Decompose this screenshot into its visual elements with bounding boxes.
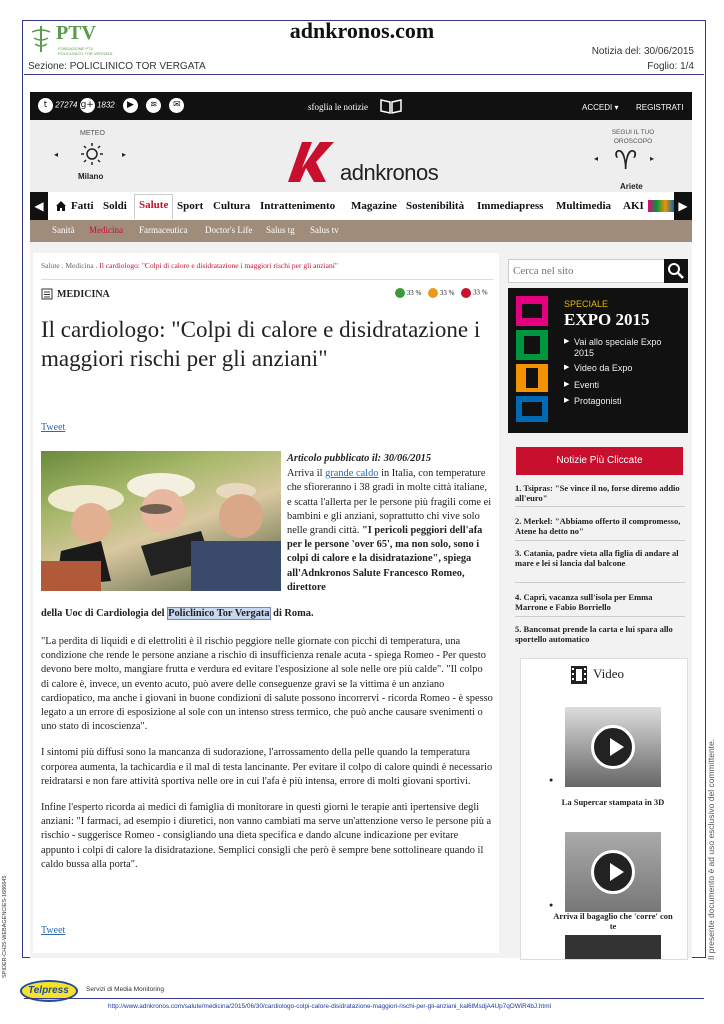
nav-item-immediapress[interactable]: Immediapress <box>477 200 544 212</box>
aries-icon: ♈ <box>614 146 638 176</box>
lead-continuation <box>41 607 491 621</box>
meteo-next-icon[interactable]: ▸ <box>122 150 127 159</box>
oroscopo-prev-icon[interactable]: ◂ <box>594 154 599 163</box>
expo-bullet-icon: ▶ <box>564 396 570 404</box>
telpress-logo-text: Telpress <box>28 985 69 996</box>
oroscopo-next-icon[interactable]: ▸ <box>650 154 655 163</box>
expo-item-protagonisti[interactable]: Protagonisti <box>574 396 622 406</box>
meteo-label: METEO <box>80 130 105 137</box>
lead-bold: "I pericoli peggiori dell'afa per le persone 'over 65', ma non solo, sono i colpi di calore e la disidratazione", spiega all'Adnkronos Salute Francesco Romeo, direttore <box>287 525 483 593</box>
expo-bullet-icon: ▶ <box>564 380 570 388</box>
nav-item-sostenibilita[interactable]: Sostenibilità <box>406 200 465 212</box>
news-divider <box>515 506 685 507</box>
article-category: MEDICINA <box>57 289 110 300</box>
video-thumbnail-bagaglio[interactable] <box>565 832 661 912</box>
clipping-code-vertical: SPIDER-CH25-WEBAGENCIES-1686645 <box>2 875 8 978</box>
video-caption-bagaglio[interactable]: Arriva il bagaglio che 'corre' con te <box>553 911 673 931</box>
video-caption-supercar[interactable]: La Supercar stampata in 3D <box>561 797 665 807</box>
news-item[interactable]: 4. Capri, vacanza sull'isola per Emma Marrone e Fabio Borriello <box>515 592 653 612</box>
mood-rating <box>395 288 488 298</box>
site-topbar <box>30 92 692 120</box>
happy-face-icon[interactable] <box>395 288 405 298</box>
document-icon <box>41 288 53 300</box>
notizie-piu-cliccate-header: Notizie Più Cliccate <box>516 447 683 475</box>
notizia-date: Notizia del: 30/06/2015 <box>591 46 694 57</box>
video-thumbnail-supercar[interactable] <box>565 707 661 787</box>
nav-item-cultura[interactable]: Cultura <box>213 200 251 212</box>
video-panel <box>520 658 688 960</box>
clipping-site-title: adnkronos.com <box>289 18 435 43</box>
article-paragraph-2: I sintomi più diffusi sono la mancanza di sudorazione, l'arrossamento della pelle quando la temperatura corporea aumenta, la tachicardia e il mal di testa lancinante. Per evitare il colpo di calore quindi è necessario reidratarsi e non fare attività sportiva nelle ore in cui l'afa è più intensa, errore di molti giovani sportivi. <box>41 747 493 787</box>
search-input[interactable] <box>513 263 663 279</box>
play-icon[interactable] <box>591 725 635 769</box>
video-bullet-icon: ● <box>549 776 554 784</box>
news-item[interactable]: 5. Bancomat prende la carta e lui spara allo sportello automatico <box>515 624 673 644</box>
lead-bold-2a: della Uoc di Cardiologia del <box>41 608 168 619</box>
article-paragraph-3: Infine l'esperto ricorda ai medici di famiglia di monitorare in questi giorni le terapie anti ipertensive degli anziani: "I farmaci, ad esempio i diuretici, non vanno cambiati ma serve un'attenzione verso le persone più a rischio - suggerisce Romeo - consigliando una dieta specifica e dando alcune indicazione per evitare appunto i colpi di calore la disidratazione. Semplici consigli che però è sempre bene sottolineare quando il caldo bussa alla porta". <box>41 802 492 870</box>
google-plus-icon[interactable]: g+ <box>80 98 95 113</box>
breadcrumb-current: Il cardiologo: "Colpi di calore e disidratazione i maggiori rischi per gli anziani" <box>99 261 338 270</box>
oroscopo-sign: Ariete <box>620 182 643 191</box>
news-item[interactable]: 1. Tsipras: "Se vince il no, forse diremo addio all'euro" <box>515 483 680 503</box>
sfoglia-link[interactable]: sfoglia le notizie <box>308 102 368 112</box>
meteo-prev-icon[interactable]: ◂ <box>54 150 59 159</box>
mood-neutral-percent: 33 % <box>439 288 455 297</box>
play-icon[interactable] <box>591 850 635 894</box>
news-divider <box>515 616 685 617</box>
video-thumbnail-next[interactable] <box>565 935 661 959</box>
policlinico-highlight: Policlinico Tor Vergata <box>168 608 270 619</box>
sun-icon <box>80 142 104 166</box>
nav-item-multimedia[interactable]: Multimedia <box>556 200 611 212</box>
article-title: Il cardiologo: "Colpi di calore e disidratazione i maggiori rischi per gli anziani" <box>41 317 481 371</box>
expo-panel[interactable] <box>508 288 688 433</box>
twitter-icon[interactable]: t <box>38 98 53 113</box>
breadcrumb: Salute . Medicina . Il cardiologo: "Colpi di calore e disidratazione i maggiori rischi per gli anziani" <box>41 261 338 270</box>
tweet-button-top[interactable]: Tweet <box>41 422 66 433</box>
footer-url[interactable]: http://www.adnkronos.com/salute/medicina/2015/06/30/cardiologo-colpi-calore-disidratazione-maggiori-rischi-per-gli-anziani_kal6lMsdjA4Up7qOWiR4bJ.html <box>108 1003 551 1010</box>
subnav-item-farmaceutica[interactable]: Farmaceutica <box>139 225 188 235</box>
sezione-label: Sezione: POLICLINICO TOR VERGATA <box>28 61 206 72</box>
ptv-logo-text: PTV <box>56 22 96 44</box>
mood-happy-percent: 33 % <box>406 288 422 297</box>
nav-item-soldi[interactable]: Soldi <box>103 200 127 212</box>
oroscopo-label: SEGUI IL TUO OROSCOPO <box>611 129 655 145</box>
adnkronos-k-icon <box>280 138 344 186</box>
book-icon[interactable] <box>380 98 402 114</box>
sub-nav <box>30 220 692 242</box>
elderly-women-fans-image <box>41 451 281 591</box>
expo-bullet-icon: ▶ <box>564 337 570 345</box>
search-box <box>508 259 688 283</box>
article-photo <box>41 451 281 591</box>
meteo-city: Milano <box>78 172 104 181</box>
news-divider <box>515 582 685 583</box>
subnav-item-doctors-life[interactable]: Doctor's Life <box>205 225 253 235</box>
accedi-button[interactable] <box>582 103 618 112</box>
news-item[interactable]: 3. Catania, padre vieta alla figlia di andare al mare e lei si lancia dal balcone <box>515 548 679 568</box>
nav-item-salute[interactable]: Salute <box>134 194 173 219</box>
main-nav <box>30 192 692 221</box>
article-published-date: Articolo pubblicato il: 30/06/2015 <box>287 453 432 464</box>
news-item[interactable]: 2. Merkel: "Abbiamo offerto il compromesso, Atene ha detto no" <box>515 516 681 536</box>
rss-icon[interactable]: ≋ <box>146 98 161 113</box>
nav-item-sport[interactable]: Sport <box>177 200 204 212</box>
expo-item-video[interactable]: Video da Expo <box>574 363 633 373</box>
tweet-button-bottom[interactable]: Tweet <box>41 925 66 936</box>
foglio-label: Foglio: 1/4 <box>647 61 694 72</box>
nav-item-aki[interactable]: AKI <box>623 200 644 212</box>
nav-item-fatti[interactable]: Fatti <box>71 200 94 212</box>
subnav-item-medicina[interactable]: Medicina <box>89 225 123 235</box>
breadcrumb-salute[interactable]: Salute <box>41 261 60 270</box>
nav-item-intrattenimento[interactable]: Intrattenimento <box>260 200 336 212</box>
nav-item-magazine[interactable]: Magazine <box>351 200 397 212</box>
adnkronos-logo-text: adnkronos <box>340 160 439 185</box>
youtube-icon[interactable]: ▶ <box>123 98 138 113</box>
expo-mini-logo[interactable] <box>648 200 674 212</box>
expo-logo-icon <box>516 296 550 424</box>
search-icon <box>664 259 688 283</box>
subnav-item-salus-tg[interactable]: Salus tg <box>266 225 295 235</box>
article <box>33 253 499 953</box>
expo-bullet-icon: ▶ <box>564 363 570 371</box>
article-body <box>41 635 493 872</box>
sad-face-icon[interactable] <box>461 288 471 298</box>
masthead <box>30 120 692 192</box>
gplus-count: 1832 <box>96 100 115 110</box>
grande-caldo-link[interactable]: grande caldo <box>325 468 379 480</box>
footer-divider <box>24 998 704 999</box>
article-paragraph-1: "La perdita di liquidi e di elettroliti è il rischio peggiore nelle giornate con picchi di temperatura, una condizione che rende le persone anziane a rischio di insufficienza renale acuta - spiega Romeo - Per questo devono bere molto, mangiare frutta e verdura ed evitare l'esposizione al sole nelle ore più calde". "Il colpo di calore è, invece, un evento acuto, può avere delle conseguenze gravi se la vittima è un anziano cardiopatico, ma anche i giovani in buone condizioni di salute possono incorrervi - ricorda Romeo - è spesso legato a un errore di esposizione al sole con un intenso stress termico, che può anche causare svenimenti o uno stato di incoscienza". <box>41 636 493 733</box>
search-button[interactable] <box>664 259 688 283</box>
mood-sad-percent: 33 % <box>472 288 488 297</box>
expo-item-speciale[interactable]: Vai allo speciale Expo 2015 <box>574 337 662 358</box>
subnav-item-salus-tv[interactable]: Salus tv <box>310 225 339 235</box>
home-icon[interactable] <box>55 200 67 211</box>
film-icon <box>569 665 589 685</box>
lead-text-2: in Italia, con temperature che sfioreranno i 38 gradi in molte città italiane, e scatta l'allerta per le persone più fragili come ei bambini e gli anziani, soprattutto chi vive solo nelle grandi città. <box>287 468 492 537</box>
header-divider <box>24 74 704 75</box>
news-divider <box>515 540 685 541</box>
footer-service: Servizi di Media Monitoring <box>86 986 165 993</box>
nav-prev-icon[interactable]: ◀ <box>30 192 48 220</box>
caret-down-icon: ▾ <box>614 103 619 112</box>
ptv-logo-sub: FONDAZIONE PTV POLICLINICO TOR VERGATA <box>58 46 113 56</box>
subnav-item-sanita[interactable]: Sanità <box>52 225 75 235</box>
twitter-count: 27274 <box>55 100 78 110</box>
breadcrumb-divider <box>41 279 493 280</box>
registrati-link[interactable]: REGISTRATI <box>636 103 684 112</box>
article-lead <box>287 452 493 595</box>
accedi-label: ACCEDI <box>582 103 613 112</box>
neutral-face-icon[interactable] <box>428 288 438 298</box>
expo-item-eventi[interactable]: Eventi <box>574 380 600 390</box>
speciale-label: SPECIALE <box>564 299 609 309</box>
expo-title: EXPO 2015 <box>564 310 650 329</box>
lead-bold-2b: di Roma. <box>270 608 314 619</box>
video-bullet-icon: ● <box>549 901 554 909</box>
disclaimer-vertical: Il presente documento è ad uso esclusivo del committente. <box>706 738 716 960</box>
mail-icon[interactable]: ✉ <box>169 98 184 113</box>
breadcrumb-medicina[interactable]: Medicina <box>65 261 94 270</box>
video-title: Video <box>593 666 624 681</box>
nav-next-icon[interactable]: ▶ <box>674 192 692 220</box>
lead-text-1: Arriva il <box>287 468 326 480</box>
